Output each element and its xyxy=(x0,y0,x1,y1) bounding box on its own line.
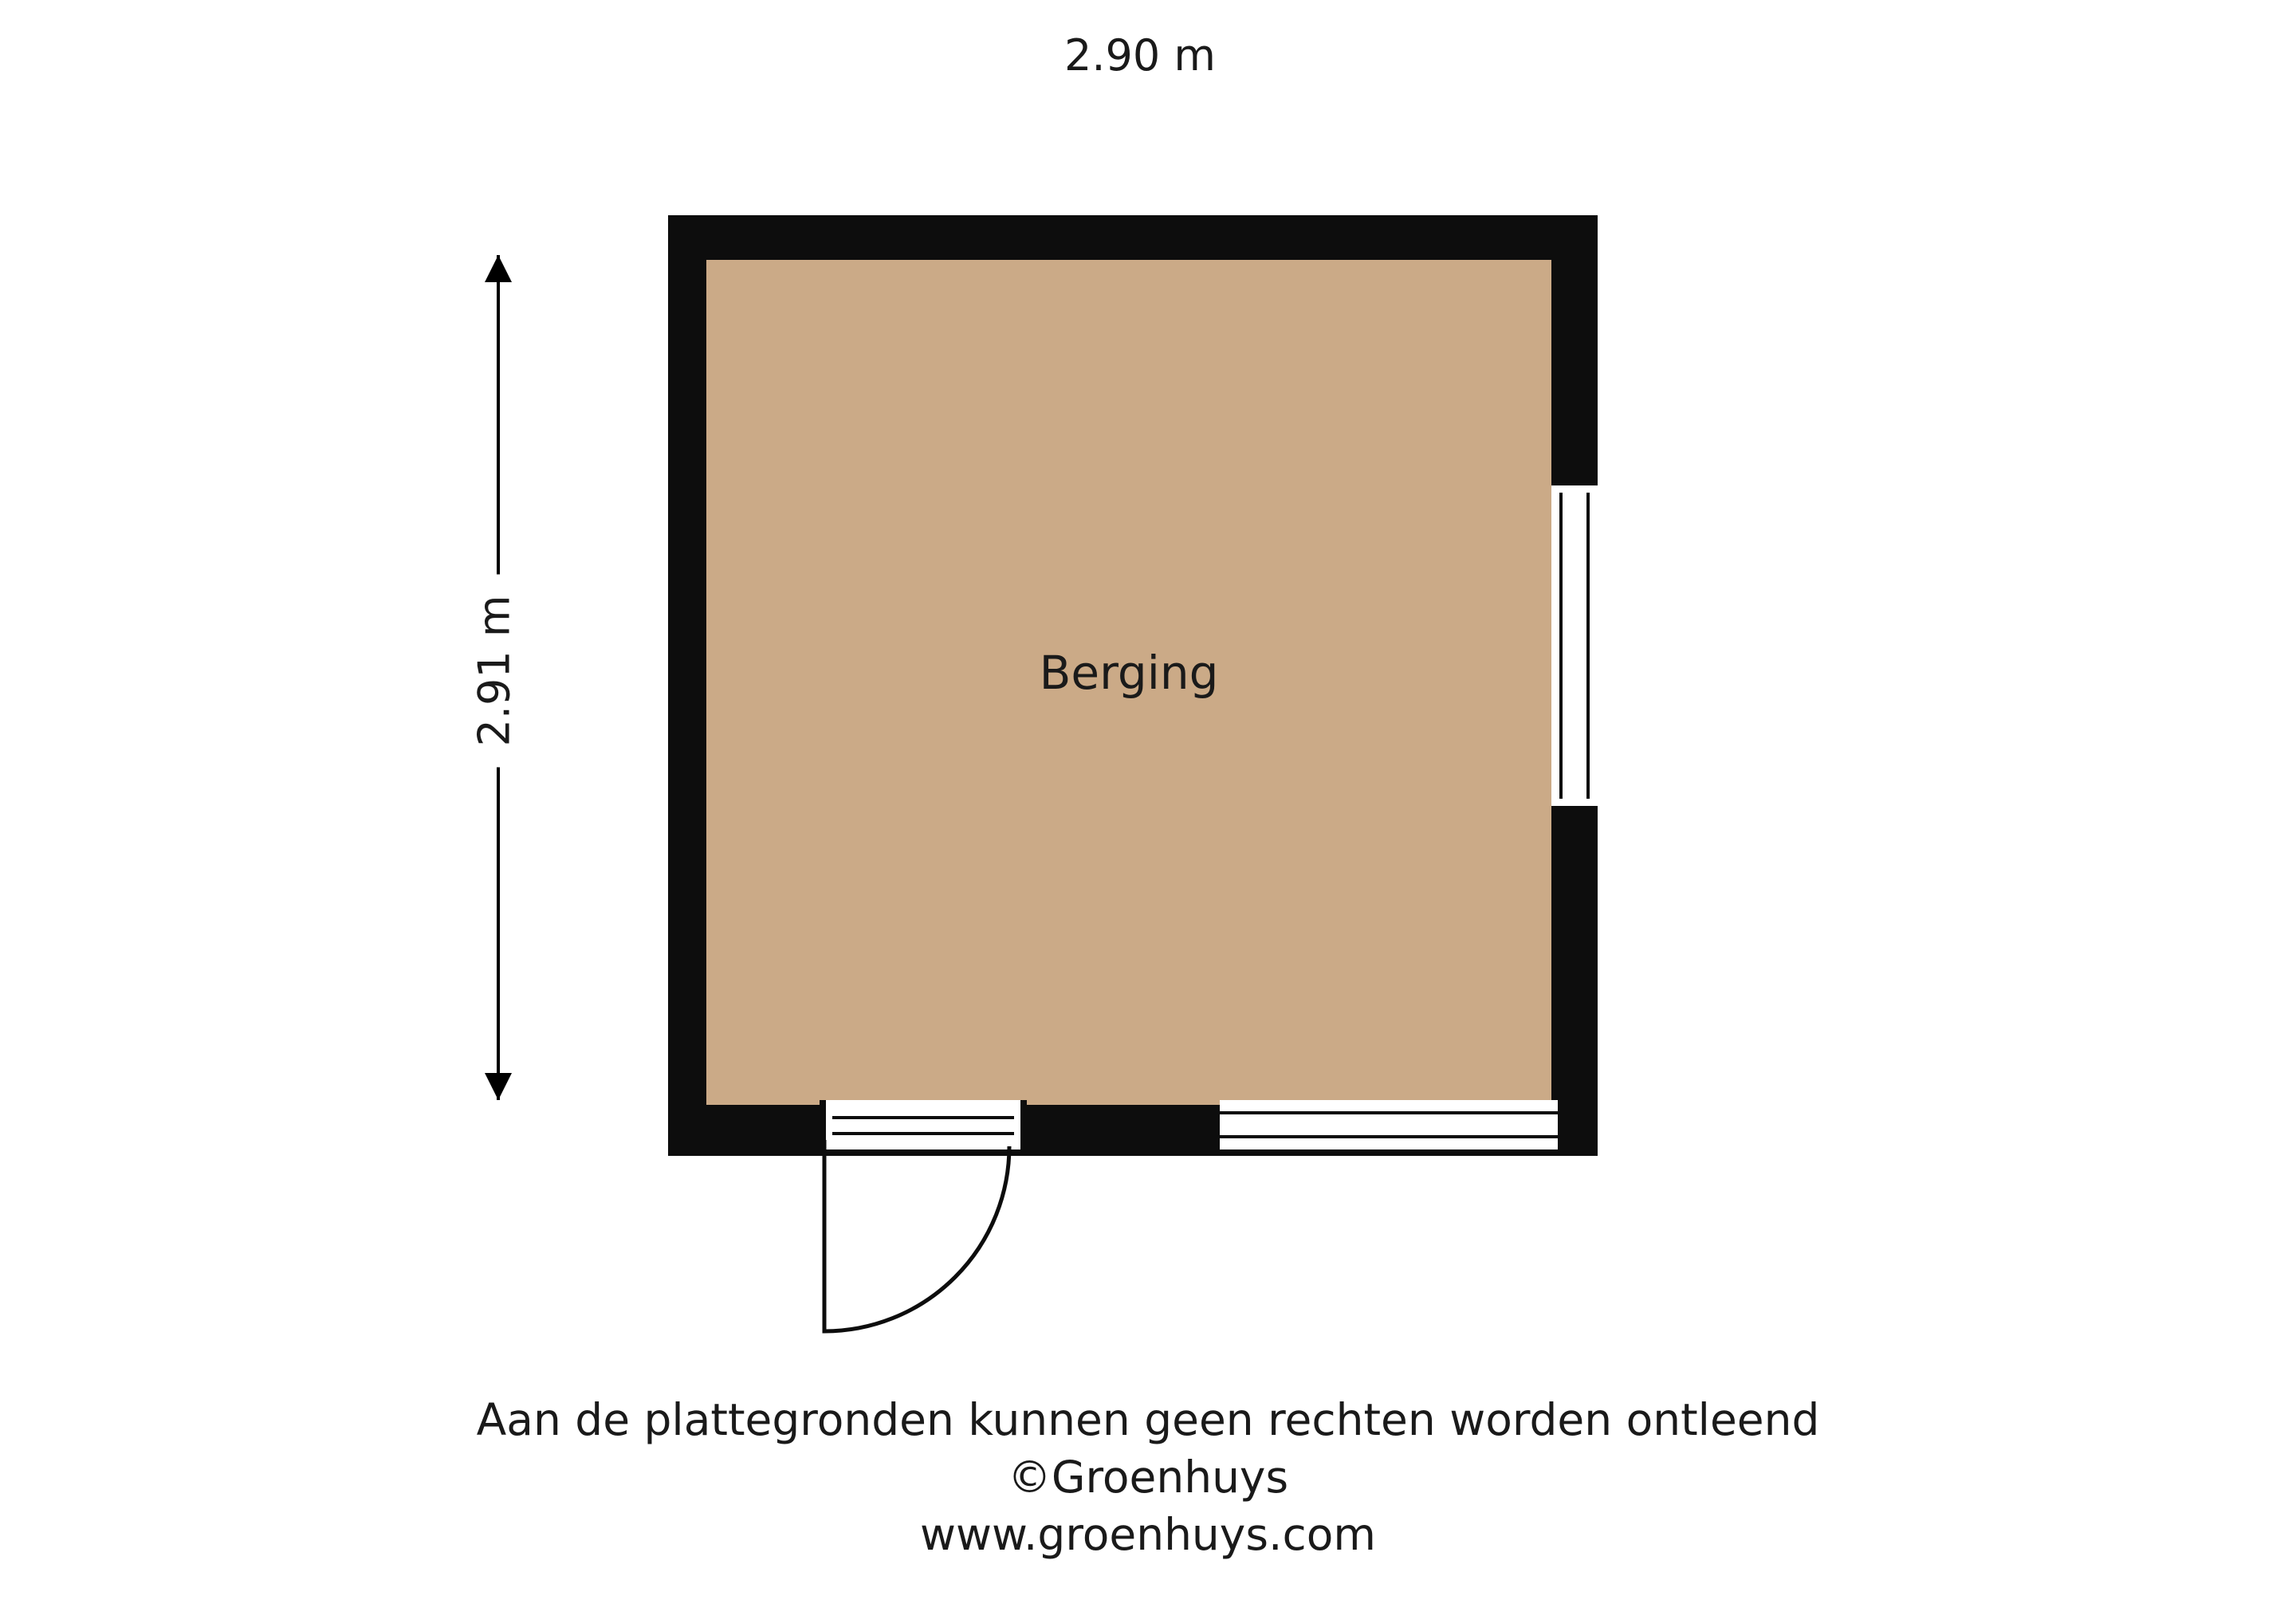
footer-website: www.groenhuys.com xyxy=(920,1509,1376,1560)
room-plan xyxy=(668,215,1598,1156)
dimension-height-label: 2.91 m xyxy=(470,575,520,768)
door-frame-line xyxy=(832,1116,1014,1119)
arrow-down-icon xyxy=(485,1073,512,1100)
dimension-height-label-wrap xyxy=(470,368,520,974)
window-right xyxy=(1551,478,1598,813)
dimension-height xyxy=(446,255,550,1100)
footer xyxy=(0,1391,2296,1563)
room-name-label: Berging xyxy=(1039,646,1219,700)
dimension-width-label: 2.90 m xyxy=(1044,30,1236,81)
footer-copyright: ©Groenhuys xyxy=(1007,1452,1289,1503)
window-bottom xyxy=(1220,1100,1558,1149)
footer-disclaimer: Aan de plattegronden kunnen geen rechten worden ontleend xyxy=(476,1394,1820,1445)
dimension-width xyxy=(718,24,1563,88)
window-pane xyxy=(1220,1111,1558,1138)
window-pane xyxy=(1559,493,1590,799)
dimension-width-label-wrap xyxy=(718,24,1563,88)
door-frame-line xyxy=(832,1132,1014,1135)
door-swing-arc xyxy=(818,1140,1033,1339)
